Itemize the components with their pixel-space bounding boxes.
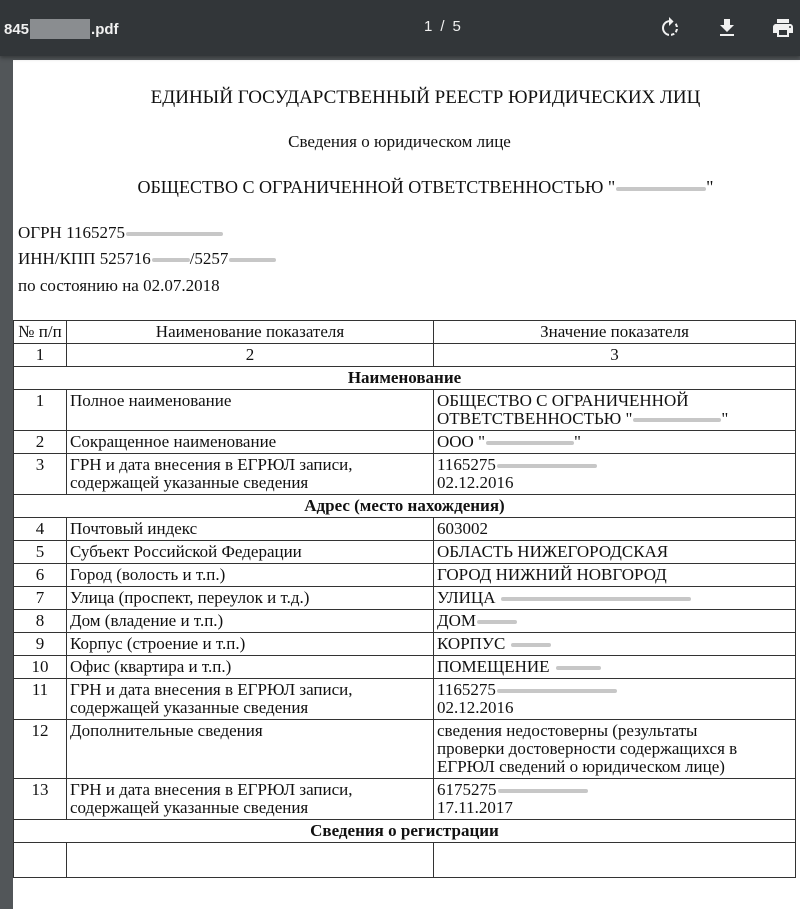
- redacted-text: [497, 689, 617, 693]
- header-indicator: Наименование показателя: [67, 321, 434, 344]
- row-value: ГОРОД НИЖНИЙ НОВГОРОД: [434, 564, 796, 587]
- row-value: ОБЛАСТЬ НИЖЕГОРОДСКАЯ: [434, 541, 796, 564]
- file-name: [4, 19, 119, 39]
- table-row: [14, 720, 796, 779]
- redacted-text: [511, 643, 551, 647]
- row-number: 12: [14, 720, 67, 779]
- redacted-text: [498, 789, 588, 793]
- download-icon[interactable]: [715, 16, 739, 40]
- redacted-text: [486, 441, 574, 445]
- row-indicator: [67, 779, 434, 820]
- inn-kpp-line: [18, 249, 276, 269]
- registry-table: [13, 320, 796, 878]
- row-indicator: Дом (владение и т.п.): [67, 610, 434, 633]
- pdf-toolbar: [0, 0, 800, 56]
- table-row: [14, 843, 796, 878]
- value-line-end: ": [721, 409, 729, 428]
- col-number: 1: [14, 344, 67, 367]
- kpp: /5257: [189, 249, 229, 268]
- total-pages: 5: [452, 18, 462, 35]
- file-name-prefix: 845: [4, 20, 30, 38]
- pdf-page: [13, 60, 800, 909]
- row-number: 4: [14, 518, 67, 541]
- indicator-line: содержащей указанные сведения: [70, 698, 309, 717]
- redacted-text: [633, 418, 721, 422]
- row-value: [434, 633, 796, 656]
- row-indicator: Полное наименование: [67, 390, 434, 431]
- row-value: [434, 390, 796, 431]
- table-row: [14, 633, 796, 656]
- print-icon[interactable]: [771, 16, 795, 40]
- section-title: Адрес (место нахождения): [14, 495, 796, 518]
- value-line: сведения недостоверны (результаты: [437, 721, 698, 740]
- section-header: [14, 495, 796, 518]
- value-line: 1165275: [437, 455, 496, 474]
- row-indicator: Улица (проспект, переулок и т.д.): [67, 587, 434, 610]
- row-value: [434, 587, 796, 610]
- row-number: 9: [14, 633, 67, 656]
- organization-name: [13, 177, 800, 198]
- value-line: ОБЩЕСТВО С ОГРАНИЧЕННОЙ: [437, 391, 689, 410]
- value-line: УЛИЦА: [437, 588, 496, 607]
- row-indicator: Офис (квартира и т.п.): [67, 656, 434, 679]
- row-number: 2: [14, 431, 67, 454]
- row-value: 603002: [434, 518, 796, 541]
- row-value: [434, 679, 796, 720]
- row-number: 8: [14, 610, 67, 633]
- value-line: ЕГРЮЛ сведений о юридическом лице): [437, 757, 725, 776]
- row-indicator: Город (волость и т.п.): [67, 564, 434, 587]
- redacted-text: [477, 620, 517, 624]
- rotate-icon[interactable]: [658, 16, 682, 40]
- column-numbers-row: [14, 344, 796, 367]
- row-value: [434, 843, 796, 878]
- table-row: [14, 679, 796, 720]
- row-indicator: [67, 679, 434, 720]
- row-value: [434, 610, 796, 633]
- section-title: Сведения о регистрации: [14, 820, 796, 843]
- col-number: 2: [67, 344, 434, 367]
- row-number: 11: [14, 679, 67, 720]
- indicator-line: ГРН и дата внесения в ЕГРЮЛ записи,: [70, 780, 353, 799]
- value-line: 02.12.2016: [437, 473, 514, 492]
- row-value: [434, 779, 796, 820]
- value-line: 1165275: [437, 680, 496, 699]
- as-of-date: по состоянию на 02.07.2018: [18, 276, 220, 295]
- ogrn-line: [18, 223, 223, 243]
- row-indicator: [67, 843, 434, 878]
- page-separator: /: [440, 18, 446, 35]
- row-indicator: Почтовый индекс: [67, 518, 434, 541]
- table-row: [14, 518, 796, 541]
- table-row: [14, 656, 796, 679]
- section-title: Наименование: [14, 367, 796, 390]
- value-line: ДОМ: [437, 611, 476, 630]
- ogrn: ОГРН 1165275: [18, 223, 125, 242]
- row-indicator: [67, 454, 434, 495]
- table-row: [14, 587, 796, 610]
- value-line: ООО ": [437, 432, 486, 451]
- value-line: 02.12.2016: [437, 698, 514, 717]
- row-number: 13: [14, 779, 67, 820]
- row-value: [434, 720, 796, 779]
- row-number: 10: [14, 656, 67, 679]
- section-header: [14, 820, 796, 843]
- table-header-row: [14, 321, 796, 344]
- table-row: [14, 390, 796, 431]
- redacted-text: [556, 666, 601, 670]
- value-line: ОТВЕТСТВЕННОСТЬЮ ": [437, 409, 633, 428]
- indicator-line: ГРН и дата внесения в ЕГРЮЛ записи,: [70, 455, 353, 474]
- redacted-text: [616, 187, 706, 191]
- header-number: № п/п: [14, 321, 67, 344]
- value-line: КОРПУС: [437, 634, 506, 653]
- row-value: [434, 656, 796, 679]
- row-indicator: Субъект Российской Федерации: [67, 541, 434, 564]
- redacted-text: [497, 464, 597, 468]
- row-number: 1: [14, 390, 67, 431]
- table-row: [14, 564, 796, 587]
- row-number: 6: [14, 564, 67, 587]
- header-value: Значение показателя: [434, 321, 796, 344]
- section-header: [14, 367, 796, 390]
- row-indicator: Дополнительные сведения: [67, 720, 434, 779]
- row-number: 7: [14, 587, 67, 610]
- table-row: [14, 454, 796, 495]
- value-line: проверки достоверности содержащихся в: [437, 739, 738, 758]
- table-row: [14, 431, 796, 454]
- value-line: ПОМЕЩЕНИЕ: [437, 657, 550, 676]
- redacted-text: [152, 258, 190, 262]
- row-value: [434, 431, 796, 454]
- indicator-line: ГРН и дата внесения в ЕГРЮЛ записи,: [70, 680, 353, 699]
- redacted-block: [30, 19, 90, 39]
- value-line-end: ": [574, 432, 581, 451]
- value-line: 17.11.2017: [437, 798, 513, 817]
- org-name-prefix: ОБЩЕСТВО С ОГРАНИЧЕННОЙ ОТВЕТСТВЕННОСТЬЮ ": [137, 177, 616, 197]
- row-number: [14, 843, 67, 878]
- redacted-text: [501, 597, 691, 601]
- row-number: 5: [14, 541, 67, 564]
- col-number: 3: [434, 344, 796, 367]
- table-row: [14, 541, 796, 564]
- table-row: [14, 610, 796, 633]
- row-number: 3: [14, 454, 67, 495]
- row-indicator: Корпус (строение и т.п.): [67, 633, 434, 656]
- file-name-suffix: .pdf: [91, 20, 119, 38]
- inn: ИНН/КПП 525716: [18, 249, 151, 268]
- value-line: 6175275: [437, 780, 497, 799]
- row-indicator: Сокращенное наименование: [67, 431, 434, 454]
- document-title: ЕДИНЫЙ ГОСУДАРСТВЕННЫЙ РЕЕСТР ЮРИДИЧЕСКИХ ЛИЦ: [150, 87, 701, 108]
- redacted-text: [126, 232, 223, 236]
- current-page[interactable]: 1: [424, 18, 434, 35]
- indicator-line: содержащей указанные сведения: [70, 473, 309, 492]
- table-row: [14, 779, 796, 820]
- row-value: [434, 454, 796, 495]
- indicator-line: содержащей указанные сведения: [70, 798, 309, 817]
- redacted-text: [229, 258, 276, 262]
- page-indicator: [424, 18, 462, 35]
- org-name-suffix: ": [706, 177, 714, 197]
- document-subtitle: Сведения о юридическом лице: [288, 132, 511, 151]
